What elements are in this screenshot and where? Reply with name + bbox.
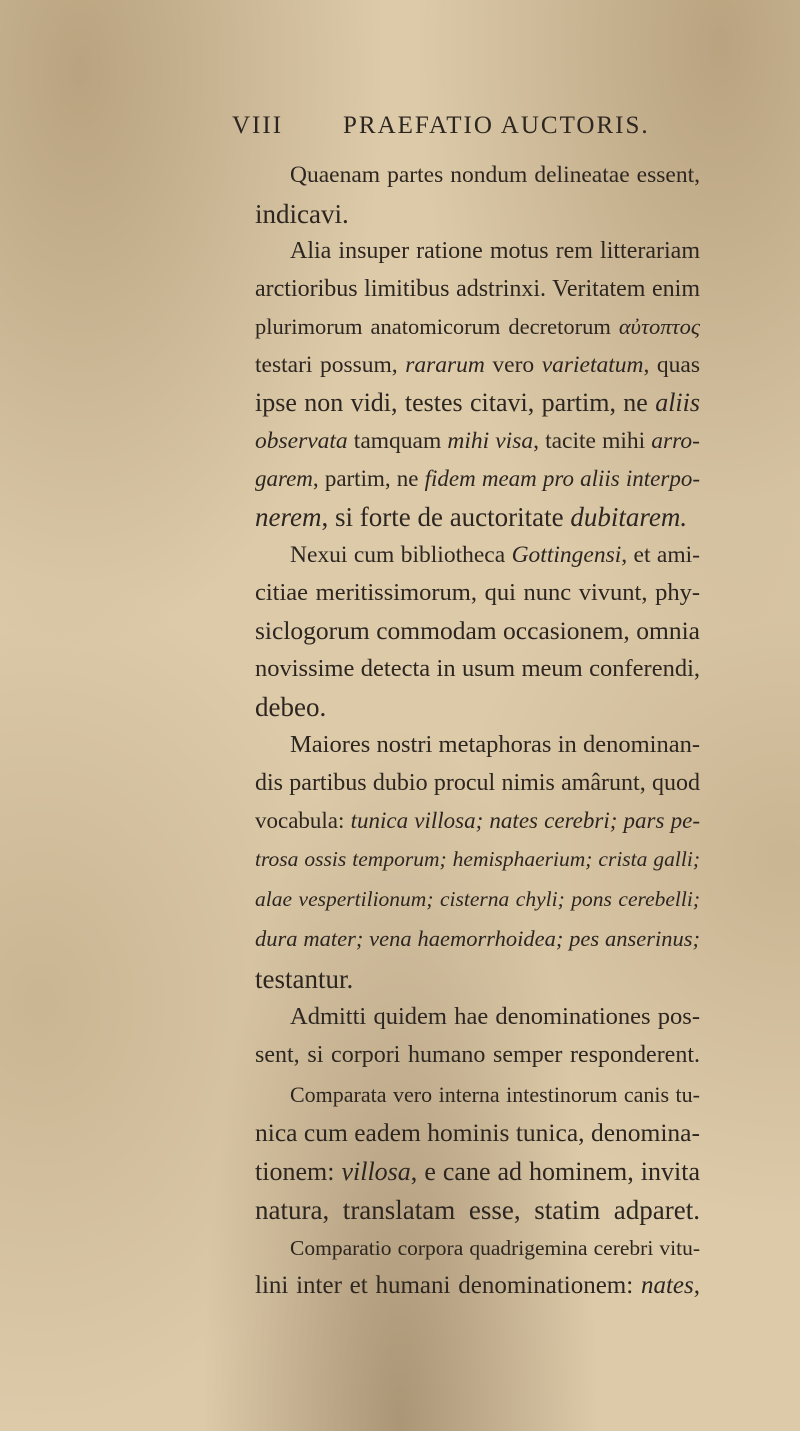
text-segment: tionem: <box>255 1157 342 1186</box>
text-line <box>255 962 700 996</box>
italic-text: arro- <box>651 428 701 454</box>
text-segment: tamquam <box>347 428 448 454</box>
text-segment: citiae meritissimorum, qui nunc vivunt, phy- <box>255 579 700 606</box>
italic-text: mihi visa <box>447 428 534 454</box>
text-line <box>255 922 700 956</box>
text-line <box>255 1155 700 1189</box>
text-line <box>255 614 700 648</box>
text-segment: Comparata vero interna intestinorum canis tu- <box>290 1082 700 1107</box>
text-line <box>290 1231 700 1265</box>
text-line <box>255 1116 700 1150</box>
italic-text: αὐτοπτος <box>618 314 700 339</box>
text-line <box>255 882 700 916</box>
text-segment: natura, translatam esse, statim adparet. <box>255 1195 700 1225</box>
italic-text: varietatum <box>541 352 644 378</box>
text-segment: , partim, ne <box>312 466 425 491</box>
italic-text: alae vespertilionum; cisterna chyli; pons cerebelli; <box>255 887 700 911</box>
text-segment: Maiores nostri metaphoras in denominan- <box>290 731 700 758</box>
text-line <box>290 158 700 192</box>
text-segment: arctioribus limitibus adstrinxi. Veritatem enim <box>255 276 700 302</box>
text-segment: , si forte de auctoritate <box>321 502 571 532</box>
italic-text: Gottingensi <box>511 542 622 568</box>
text-segment: Alia insuper ratione motus rem litterariam <box>290 238 700 264</box>
italic-text: nates, <box>640 1272 700 1299</box>
text-segment: sent, si corpori humano semper responderent. <box>255 1042 700 1068</box>
text-segment: , e cane ad hominem, invita <box>410 1157 700 1186</box>
text-line <box>255 576 700 610</box>
text-line <box>255 424 700 458</box>
text-line <box>290 1078 700 1112</box>
text-segment: plurimorum anatomicorum decretorum <box>255 314 619 339</box>
text-segment: siclogorum commodam occasionem, omnia <box>255 616 700 645</box>
text-segment: , et ami- <box>621 542 700 568</box>
text-line <box>255 652 700 686</box>
text-segment: indicavi. <box>255 199 349 229</box>
text-line <box>255 804 700 838</box>
italic-text: trosa ossis temporum; hemisphaerium; crista galli; <box>255 847 700 871</box>
text-line <box>255 690 700 724</box>
text-line <box>255 1193 700 1227</box>
text-segment: nica cum eadem hominis tunica, denomina- <box>255 1118 700 1147</box>
text-line <box>255 1269 700 1303</box>
italic-text: dubitarem. <box>570 502 688 532</box>
text-line <box>255 500 700 534</box>
text-line <box>255 462 700 496</box>
italic-text: villosa <box>341 1157 411 1186</box>
text-line <box>255 197 700 231</box>
text-segment: Comparatio corpora quadrigemina cerebri vitu- <box>290 1236 700 1260</box>
text-segment: , quas <box>643 352 700 378</box>
text-segment: testari possum, <box>255 352 406 378</box>
text-segment: vocabula: <box>255 808 351 833</box>
text-line <box>290 1000 700 1034</box>
italic-text: garem <box>255 466 313 491</box>
text-line <box>290 234 700 268</box>
text-line <box>255 1038 700 1072</box>
text-segment: testantur. <box>255 964 354 994</box>
text-line <box>255 766 700 800</box>
text-line <box>290 538 700 572</box>
text-segment: , tacite mihi <box>533 428 652 454</box>
text-line <box>255 348 700 382</box>
italic-text: aliis <box>655 388 700 417</box>
text-line <box>255 386 700 420</box>
text-segment: ipse non vidi, testes citavi, partim, ne <box>255 388 656 417</box>
text-segment: dis partibus dubio procul nimis amârunt, quod <box>255 770 700 796</box>
text-line <box>255 272 700 306</box>
italic-text: rararum <box>405 352 485 378</box>
text-line <box>290 728 700 762</box>
text-segment: vero <box>484 352 542 378</box>
text-segment: lini inter et humani denominationem: <box>255 1272 641 1299</box>
text-segment: Quaenam partes nondum delineatae essent, <box>290 162 700 188</box>
running-title: PRAEFATIO AUCTORIS. <box>343 112 650 139</box>
italic-text: observata <box>255 428 348 454</box>
italic-text: dura mater; vena haemorrhoidea; pes anserinus; <box>255 926 700 951</box>
text-segment: Admitti quidem hae denominationes pos- <box>290 1003 700 1030</box>
text-line <box>255 842 700 876</box>
italic-text: fidem meam pro aliis interpo- <box>424 466 700 491</box>
text-segment: Nexui cum bibliotheca <box>290 542 512 568</box>
italic-text: nerem <box>255 502 322 532</box>
text-line <box>255 310 700 344</box>
page-number: VIII <box>232 112 284 139</box>
italic-text: tunica villosa; nates cerebri; pars pe- <box>350 808 700 833</box>
text-segment: debeo. <box>255 692 327 722</box>
text-segment: novissime detecta in usum meum conferendi, <box>255 655 700 682</box>
running-header <box>232 112 692 140</box>
